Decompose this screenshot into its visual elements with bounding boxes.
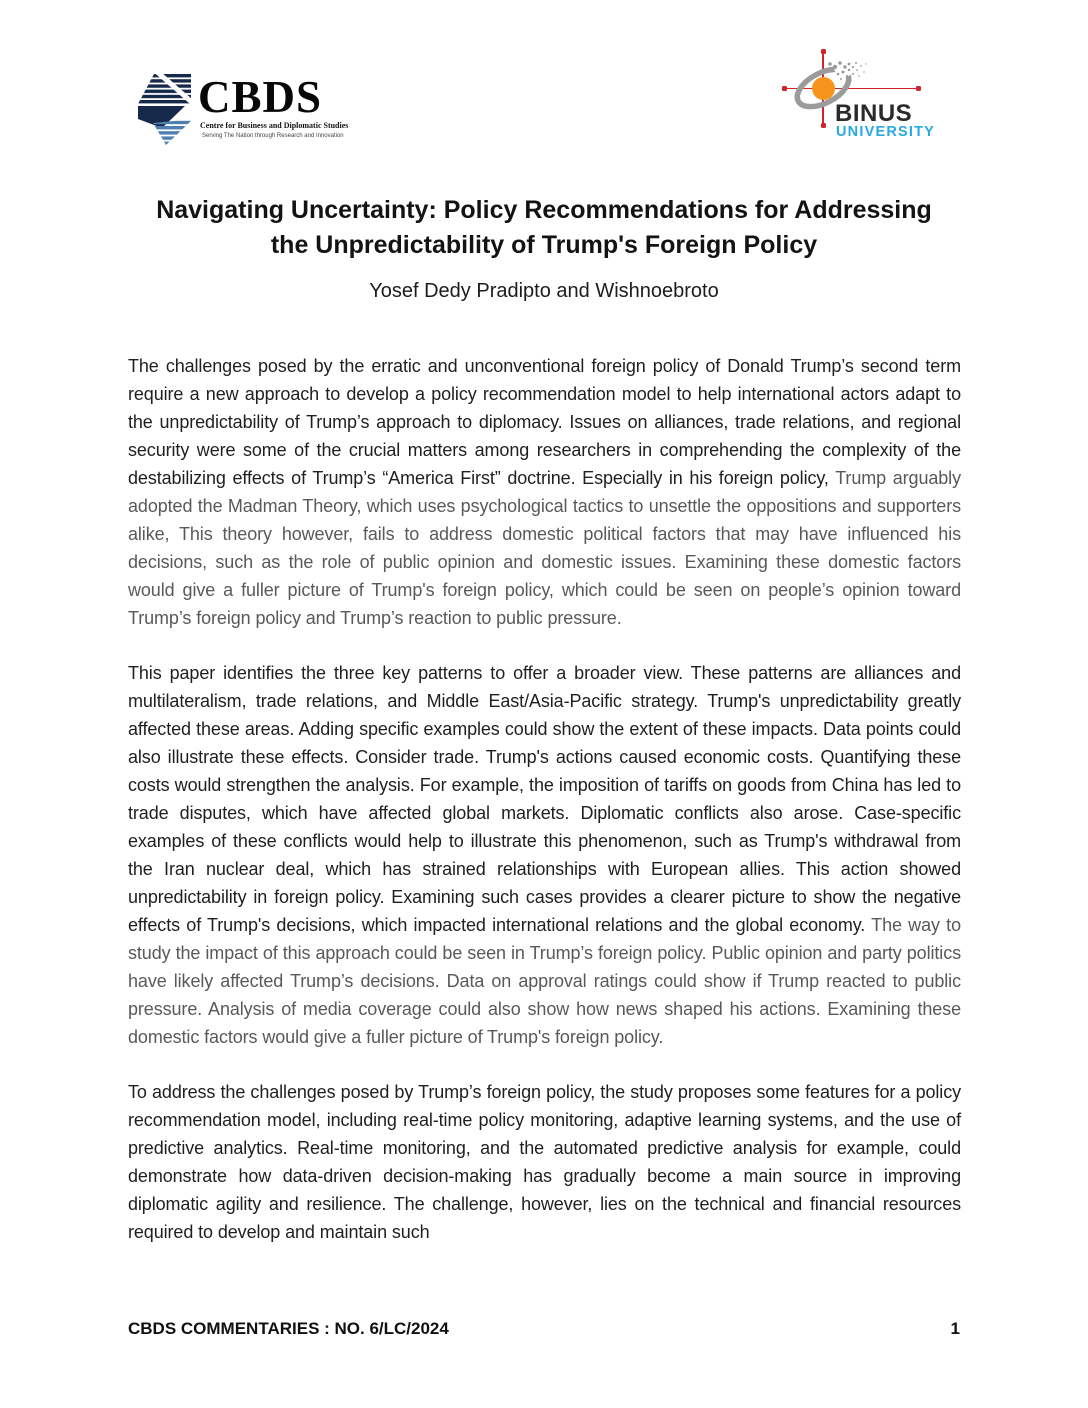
document-body — [128, 352, 961, 1273]
page-title — [0, 193, 1088, 263]
binus-crosshair-dot-bottom-icon — [821, 123, 826, 128]
paragraph-2 — [128, 659, 961, 1051]
binus-university-label: UNIVERSITY — [836, 124, 936, 140]
paragraph-3 — [128, 1078, 961, 1246]
page-title-line-2: the Unpredictability of Trump's Foreign Policy — [270, 231, 818, 259]
page-number: 1 — [950, 1319, 960, 1338]
authors-line: Yosef Dedy Pradipto and Wishnoebroto — [369, 280, 719, 302]
paragraph-2-black-segment: This paper identifies the three key patterns to offer a broader view. These patterns are alliances and multilateralism, trade relations, and Middle East/Asia-Pacific strategy. Trump's unpredictability greatly affected these areas. Adding specific examples could show the extent of these impacts. Data points could also illustrate these effects. Consider trade. Trump's actions caused economic costs. Quantifying these costs would strengthen the analysis. For example, the imposition of tariffs on goods from China has led to trade disputes, which have affected global markets. Diplomatic conflicts also arose. Case-specific examples of these conflicts would help to illustrate this phenomenon, such as Trump's withdrawal from the Iran nuclear deal, which has strained relationships with European allies. This action showed unpredictability in foreign policy. Examining such cases provides a clearer picture to show the negative effects of Trump's decisions, which impacted international relations and the global economy. — [128, 663, 961, 935]
binus-logo — [780, 48, 965, 148]
binus-globe-icon — [812, 77, 835, 100]
paragraph-2-gray-segment: The way to study the impact of this approach could be seen in Trump’s foreign policy. Public opinion and party politics have likely affected Trump’s decisions. Data on approval ratings could show if Trump reacted to public pressure. Analysis of media coverage could also show how news shaped his actions. Examining these domestic factors would give a fuller picture of Trump's foreign policy. — [128, 915, 961, 1047]
paragraph-1 — [128, 352, 961, 632]
paragraph-3-black-segment: To address the challenges posed by Trump’s foreign policy, the study proposes some features for a policy recommendation model, including real-time policy monitoring, adaptive learning systems, and the use of predictive analytics. Real-time monitoring, and the automated predictive analysis for example, could demonstrate how data-driven decision-making has gradually become a main source in improving diplomatic agility and resilience. The challenge, however, lies on the technical and financial resources required to develop and maintain such — [128, 1082, 961, 1242]
cbds-tagline: Serving The Nation through Research and Innovation — [202, 133, 344, 139]
binus-wordmark: BINUS — [835, 100, 913, 127]
cbds-logo-mark-icon — [138, 74, 196, 146]
page-title-line-1: Navigating Uncertainty: Policy Recommendations for Addressing — [156, 196, 932, 224]
paragraph-1-gray-segment: Trump arguably adopted the Madman Theory, which uses psychological tactics to unsettle the oppositions and supporters alike, This theory however, fails to address domestic political factors that may have influenced his decisions, such as the role of public opinion and domestic issues. Examining these domestic factors would give a fuller picture of Trump's foreign policy, which could be seen on people’s opinion toward Trump’s foreign policy and Trump’s reaction to public pressure. — [128, 468, 961, 628]
cbds-acronym: CBDS — [198, 72, 323, 122]
cbds-name: Centre for Business and Diplomatic Studies — [200, 121, 349, 130]
binus-crosshair-dot-right-icon — [916, 86, 921, 91]
cbds-logo — [138, 74, 358, 150]
paragraph-1-black-segment: The challenges posed by the erratic and unconventional foreign policy of Donald Trump’s second term require a new approach to develop a policy recommendation model to help international actors adapt to the unpredictability of Trump’s approach to diplomacy. Issues on alliances, trade relations, and regional security were some of the crucial matters among researchers in comprehending the complexity of the destabilizing effects of Trump’s “America First” doctrine. Especially in his foreign policy, — [128, 356, 961, 488]
footer-label: CBDS COMMENTARIES : NO. 6/LC/2024 — [128, 1319, 449, 1338]
